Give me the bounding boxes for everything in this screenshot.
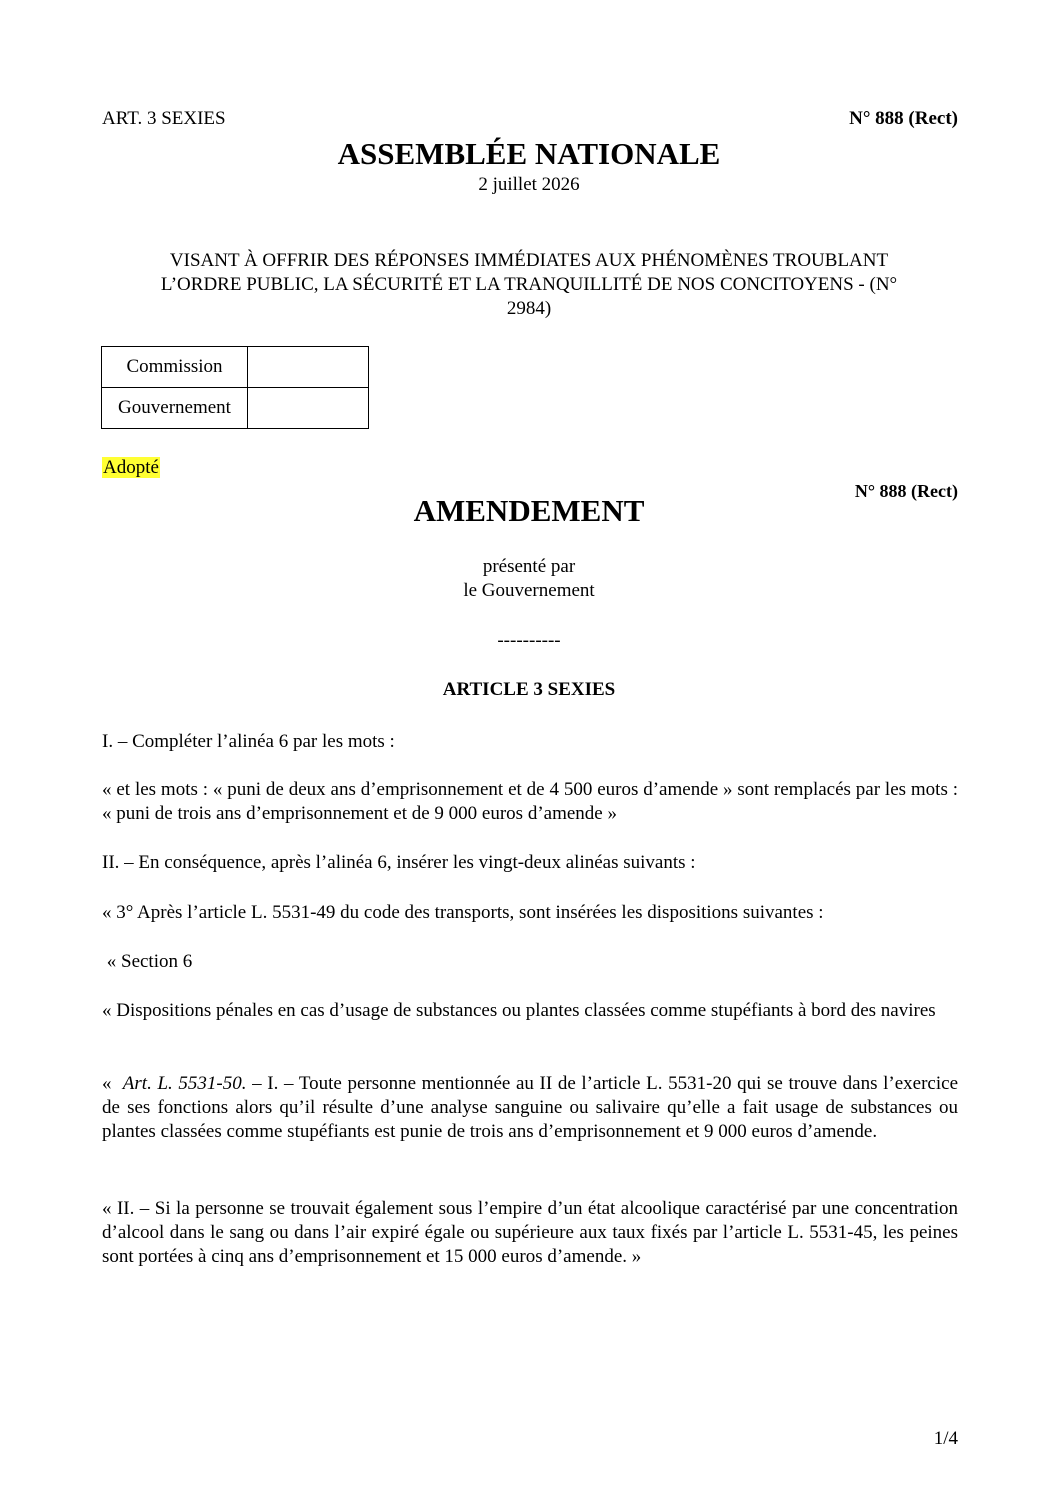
bill-title-line: VISANT À OFFRIR DES RÉPONSES IMMÉDIATES AUX PHÉNOMÈNES TROUBLANT [169,250,889,271]
visa-value-commission [248,347,369,388]
paragraph: « Section 6 [102,951,193,972]
paragraph-text: – I. – Toute personne mentionnée au II de l’article L. 5531-20 qui se trouve dans l’exercice de ses fonctions alors qu’il résulte d’une analyse sanguine ou salivaire qu’elle a fait usage de substances ou plantes classées comme stupéfiants est punie de trois ans d’emprisonnement et 9 000 euros d’amende. [102,1073,959,1142]
visa-value-gouvernement [248,388,369,429]
quote-mark: « [102,1073,123,1094]
page-number: 1/4 [933,1428,958,1449]
status-badge [102,457,160,479]
institution-title: ASSEMBLÉE NATIONALE [337,136,721,171]
paragraph: « Dispositions pénales en cas d’usage de substances ou plantes classées comme stupéfiants à bord des navires [102,1000,936,1021]
bill-title-line: 2984) [506,298,552,319]
article-code: Art. L. 5531-50. [122,1073,247,1094]
status-label: Adopté [103,457,159,478]
paragraph: « II. – Si la personne se trouvait également sous l’empire d’un état alcoolique caractérisé par une concentration d’alcool dans le sang ou dans l’air expiré égale ou supérieure aux taux fixés par l’article L. 5531-45, les peines sont portées à cinq ans d’emprisonnement et 15 000 euros d’amende. » [102,1198,958,1267]
paragraph [102,1072,958,1144]
amendment-number-header: N° 888 (Rect) [849,108,958,129]
visa-label-commission: Commission [102,347,248,388]
visa-label-gouvernement: Gouvernement [102,388,248,429]
paragraph: « et les mots : « puni de deux ans d’emprisonnement et de 4 500 euros d’amende » sont remplacés par les mots : « puni de trois ans d’emprisonnement et de 9 000 euros d’amende » [102,779,958,824]
bill-title [0,249,1058,321]
visa-table [101,346,369,429]
presented-by-label: présenté par [482,556,576,577]
paragraph: I. – Compléter l’alinéa 6 par les mots : [102,731,395,752]
bill-title-line: L’ORDRE PUBLIC, LA SÉCURITÉ ET LA TRANQUILLITÉ DE NOS CONCITOYENS - (N° [160,274,898,295]
table-row [102,347,369,388]
separator: ---------- [497,630,561,651]
article-reference: ART. 3 SEXIES [102,108,226,129]
paragraph: II. – En conséquence, après l’alinéa 6, insérer les vingt-deux alinéas suivants : [102,852,696,873]
table-row [102,388,369,429]
amendment-title: AMENDEMENT [413,493,645,528]
document-date: 2 juillet 2026 [478,174,580,195]
article-heading: ARTICLE 3 SEXIES [442,679,616,700]
amendment-number: N° 888 (Rect) [854,481,958,501]
paragraph: « 3° Après l’article L. 5531-49 du code des transports, sont insérées les dispositions suivantes : [102,902,824,923]
presented-by-author: le Gouvernement [463,580,595,601]
